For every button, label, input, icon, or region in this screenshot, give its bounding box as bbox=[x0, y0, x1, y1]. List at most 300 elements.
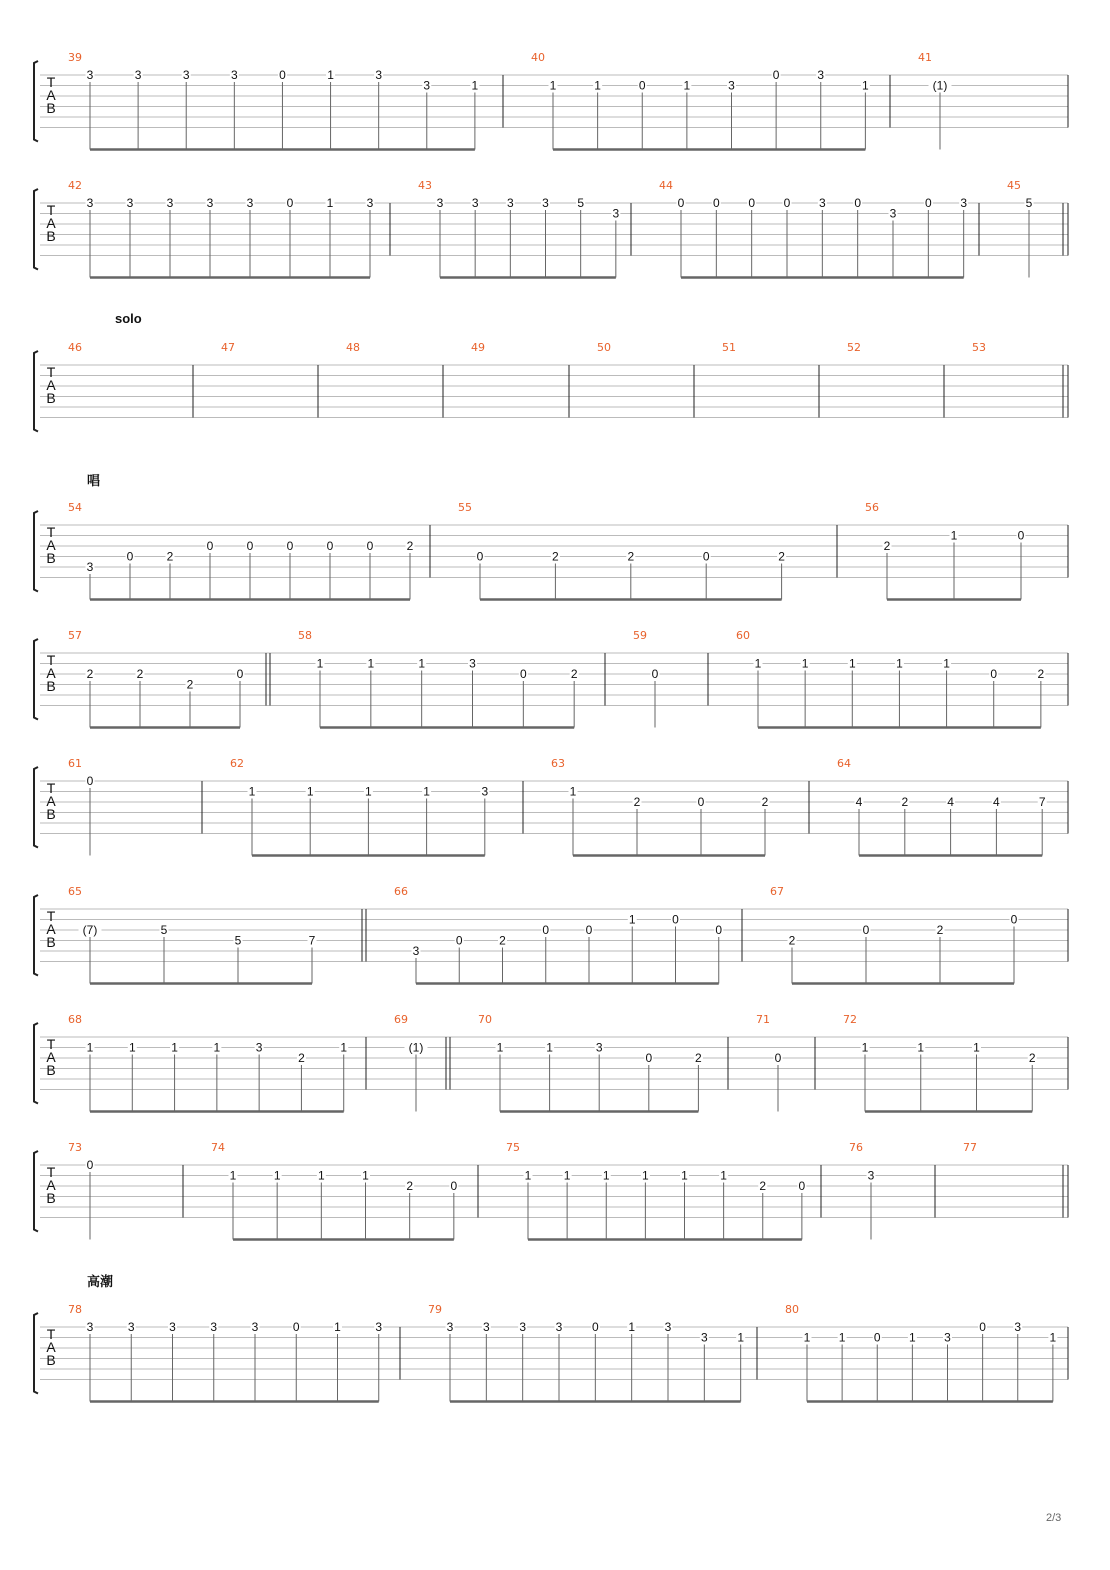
measure bbox=[785, 1303, 1057, 1402]
fret-number: 0 bbox=[645, 1051, 653, 1065]
tab-clef-letter: A bbox=[46, 1177, 56, 1193]
fret-number: 0 bbox=[286, 196, 294, 210]
tab-clef-letter: B bbox=[46, 1190, 56, 1206]
fret-number: 1 bbox=[720, 1168, 727, 1183]
fret-number: 3 bbox=[889, 206, 897, 221]
measure-number: 48 bbox=[346, 341, 360, 354]
fret-number: (1) bbox=[408, 1040, 424, 1055]
measure-number: 43 bbox=[418, 179, 432, 192]
fret-number: 1 bbox=[471, 78, 479, 93]
fret-number: 1 bbox=[340, 1040, 348, 1055]
tab-clef-letter: T bbox=[46, 1326, 56, 1342]
fret-number: 1 bbox=[365, 784, 372, 799]
fret-number: 5 bbox=[577, 196, 585, 210]
fret-number: 3 bbox=[251, 1320, 259, 1334]
fret-number: 3 bbox=[86, 68, 94, 82]
measure bbox=[68, 1141, 95, 1240]
measure bbox=[659, 179, 968, 278]
fret-number: 1 bbox=[418, 656, 426, 671]
fret-number: 4 bbox=[993, 795, 1000, 809]
fret-number: 3 bbox=[944, 1330, 951, 1345]
fret-number: 3 bbox=[134, 68, 142, 82]
tab-system bbox=[34, 885, 1068, 984]
fret-number: 0 bbox=[246, 539, 254, 553]
tab-system bbox=[34, 51, 1068, 150]
fret-number: 3 bbox=[375, 1320, 383, 1334]
fret-number: 3 bbox=[506, 196, 514, 210]
fret-number: 5 bbox=[1025, 196, 1033, 210]
measure bbox=[963, 1141, 977, 1154]
fret-number: 1 bbox=[862, 78, 869, 93]
fret-number: 3 bbox=[612, 206, 620, 221]
measure bbox=[531, 51, 870, 150]
section-label: solo bbox=[115, 311, 142, 326]
tab-system bbox=[34, 629, 1068, 728]
fret-number: (1) bbox=[932, 78, 948, 93]
fret-number: 0 bbox=[651, 667, 659, 681]
measure bbox=[770, 885, 1019, 984]
measure-number: 47 bbox=[221, 341, 235, 354]
fret-number: 0 bbox=[206, 539, 214, 553]
measure-number: 57 bbox=[68, 629, 82, 642]
fret-number: 0 bbox=[86, 1158, 94, 1172]
measure-number: 68 bbox=[68, 1013, 82, 1026]
fret-number: 0 bbox=[476, 549, 484, 564]
fret-number: 3 bbox=[555, 1320, 563, 1334]
measure-number: 74 bbox=[211, 1141, 225, 1154]
fret-number: 3 bbox=[818, 196, 826, 210]
measure bbox=[68, 757, 95, 856]
tab-clef-letter: T bbox=[46, 524, 56, 540]
measure-number: 75 bbox=[506, 1141, 520, 1154]
fret-number: 1 bbox=[334, 1320, 341, 1334]
page-number: 2/3 bbox=[1046, 1512, 1062, 1524]
fret-number: 3 bbox=[481, 784, 489, 799]
fret-number: 3 bbox=[86, 560, 94, 574]
system-bracket bbox=[34, 1151, 38, 1232]
fret-number: 2 bbox=[627, 549, 635, 564]
fret-number: 0 bbox=[924, 196, 932, 210]
measure bbox=[230, 757, 489, 856]
fret-number: 1 bbox=[803, 1330, 811, 1345]
tab-clef-letter: B bbox=[46, 228, 56, 244]
fret-number: 3 bbox=[664, 1320, 672, 1334]
measure-number: 79 bbox=[428, 1303, 442, 1316]
tab-clef-letter: B bbox=[46, 100, 56, 116]
fret-number: 3 bbox=[86, 1320, 94, 1334]
fret-number: 1 bbox=[1049, 1330, 1057, 1345]
measure-number: 62 bbox=[230, 757, 244, 770]
tab-clef-letter: A bbox=[46, 537, 56, 553]
fret-number: 0 bbox=[702, 549, 710, 564]
measure-number: 52 bbox=[847, 341, 861, 354]
fret-number: 2 bbox=[499, 933, 506, 948]
tab-clef-letter: T bbox=[46, 1036, 56, 1052]
tab-clef-letter: A bbox=[46, 377, 56, 393]
fret-number: 1 bbox=[801, 656, 809, 671]
tab-clef-letter: T bbox=[46, 652, 56, 668]
tab-clef-letter: A bbox=[46, 921, 56, 937]
fret-number: 1 bbox=[273, 1168, 281, 1183]
fret-number: 1 bbox=[171, 1040, 178, 1055]
fret-number: 3 bbox=[423, 78, 431, 93]
measure-number: 71 bbox=[756, 1013, 770, 1026]
tab-clef-letter: A bbox=[46, 793, 56, 809]
measure bbox=[506, 1141, 806, 1240]
measure bbox=[68, 629, 245, 728]
fret-number: 1 bbox=[737, 1330, 745, 1345]
fret-number: 0 bbox=[1010, 912, 1018, 927]
fret-number: 1 bbox=[917, 1040, 925, 1055]
fret-number: 3 bbox=[230, 68, 238, 82]
fret-number: 1 bbox=[496, 1040, 504, 1055]
fret-number: 3 bbox=[86, 196, 94, 210]
measure-number: 55 bbox=[458, 501, 472, 514]
fret-number: 1 bbox=[229, 1168, 237, 1183]
fret-number: 0 bbox=[292, 1320, 300, 1334]
measure bbox=[918, 51, 952, 150]
fret-number: 2 bbox=[552, 549, 559, 564]
measure bbox=[722, 341, 736, 354]
measure-number: 69 bbox=[394, 1013, 408, 1026]
fret-number: 1 bbox=[546, 1040, 553, 1055]
measure bbox=[756, 1013, 783, 1112]
fret-number: 1 bbox=[569, 784, 577, 799]
measure bbox=[68, 1303, 383, 1402]
system-bracket bbox=[34, 1313, 38, 1394]
measure-number: 41 bbox=[918, 51, 932, 64]
tab-clef-letter: T bbox=[46, 74, 56, 90]
tab-clef-letter: A bbox=[46, 87, 56, 103]
fret-number: 1 bbox=[950, 528, 958, 543]
tab-clef-letter: A bbox=[46, 1339, 56, 1355]
fret-number: 3 bbox=[482, 1320, 490, 1334]
fret-number: 1 bbox=[681, 1168, 688, 1183]
fret-number: 1 bbox=[642, 1168, 649, 1183]
measure-number: 44 bbox=[659, 179, 673, 192]
fret-number: 0 bbox=[979, 1320, 986, 1334]
system-bracket bbox=[34, 895, 38, 976]
fret-number: 3 bbox=[960, 196, 968, 210]
fret-number: 2 bbox=[298, 1051, 305, 1065]
measure bbox=[68, 179, 375, 278]
tab-system bbox=[34, 1013, 1068, 1112]
fret-number: 0 bbox=[455, 933, 463, 948]
system-bracket bbox=[34, 639, 38, 720]
fret-number: 5 bbox=[160, 923, 168, 937]
measure-number: 61 bbox=[68, 757, 82, 770]
fret-number: 0 bbox=[697, 795, 705, 809]
fret-number: 2 bbox=[883, 539, 891, 553]
fret-number: 7 bbox=[1038, 795, 1046, 809]
fret-number: 2 bbox=[166, 549, 174, 564]
measure bbox=[597, 341, 611, 354]
measure bbox=[394, 885, 723, 984]
measure-number: 72 bbox=[843, 1013, 857, 1026]
fret-number: 0 bbox=[873, 1330, 881, 1345]
measure-number: 73 bbox=[68, 1141, 82, 1154]
fret-number: 3 bbox=[1014, 1320, 1022, 1334]
measure bbox=[68, 341, 82, 354]
system-bracket bbox=[34, 189, 38, 270]
measure bbox=[428, 1303, 745, 1402]
measure bbox=[68, 1013, 348, 1112]
measure bbox=[68, 885, 317, 984]
tab-clef-letter: A bbox=[46, 1049, 56, 1065]
fret-number: 3 bbox=[595, 1040, 603, 1055]
tab-clef-letter: B bbox=[46, 934, 56, 950]
measure bbox=[847, 341, 861, 354]
fret-number: 1 bbox=[524, 1168, 532, 1183]
fret-number: 3 bbox=[412, 944, 420, 958]
fret-number: 3 bbox=[469, 656, 476, 671]
measure bbox=[865, 501, 1026, 600]
fret-number: 0 bbox=[542, 923, 550, 937]
fret-number: 3 bbox=[127, 1320, 135, 1334]
fret-number: 0 bbox=[854, 196, 862, 210]
measure-number: 78 bbox=[68, 1303, 82, 1316]
fret-number: 2 bbox=[788, 933, 796, 948]
fret-number: 2 bbox=[761, 795, 769, 809]
measure-number: 51 bbox=[722, 341, 736, 354]
measure-number: 63 bbox=[551, 757, 565, 770]
fret-number: 1 bbox=[306, 784, 314, 799]
fret-number: 3 bbox=[169, 1320, 176, 1334]
fret-number: 1 bbox=[248, 784, 256, 799]
system-bracket bbox=[34, 351, 38, 432]
measure-number: 70 bbox=[478, 1013, 492, 1026]
measure bbox=[843, 1013, 1037, 1112]
fret-number: 1 bbox=[362, 1168, 369, 1183]
fret-number: 2 bbox=[136, 667, 144, 681]
measure-number: 42 bbox=[68, 179, 82, 192]
fret-number: 3 bbox=[867, 1168, 875, 1183]
tab-system bbox=[34, 1274, 1068, 1402]
system-bracket bbox=[34, 767, 38, 848]
measure-number: 46 bbox=[68, 341, 82, 354]
measure bbox=[736, 629, 1045, 728]
fret-number: 0 bbox=[236, 667, 244, 681]
measure-number: 53 bbox=[972, 341, 986, 354]
tab-system bbox=[34, 179, 1068, 278]
fret-number: 2 bbox=[1028, 1051, 1036, 1065]
measure bbox=[478, 1013, 703, 1112]
fret-number: 0 bbox=[990, 667, 998, 681]
fret-number: 1 bbox=[848, 656, 856, 671]
fret-number: 0 bbox=[279, 68, 286, 82]
fret-number: 3 bbox=[182, 68, 190, 82]
fret-number: 1 bbox=[367, 656, 375, 671]
measure-number: 67 bbox=[770, 885, 784, 898]
fret-number: 3 bbox=[255, 1040, 263, 1055]
fret-number: 3 bbox=[375, 68, 383, 82]
measure bbox=[849, 1141, 876, 1240]
tab-clef-letter: A bbox=[46, 665, 56, 681]
fret-number: 4 bbox=[947, 795, 954, 809]
fret-number: 1 bbox=[327, 68, 334, 82]
tab-clef-letter: T bbox=[46, 1164, 56, 1180]
measure bbox=[471, 341, 485, 354]
measure bbox=[972, 341, 986, 354]
tab-clef-letter: B bbox=[46, 806, 56, 822]
section-label: 高潮 bbox=[87, 1274, 114, 1289]
measure bbox=[458, 501, 786, 600]
fret-number: 1 bbox=[754, 656, 762, 671]
fret-number: 2 bbox=[186, 677, 194, 692]
measure-number: 56 bbox=[865, 501, 879, 514]
fret-number: 1 bbox=[683, 78, 691, 93]
fret-number: 2 bbox=[633, 795, 641, 809]
measure bbox=[68, 501, 415, 600]
fret-number: 0 bbox=[715, 923, 723, 937]
fret-number: 2 bbox=[695, 1051, 702, 1065]
tab-system bbox=[34, 1141, 1068, 1240]
fret-number: 0 bbox=[672, 912, 679, 927]
fret-number: 7 bbox=[308, 933, 316, 948]
fret-number: 1 bbox=[213, 1040, 221, 1055]
fret-number: 2 bbox=[1037, 667, 1045, 681]
fret-number: 2 bbox=[901, 795, 909, 809]
fret-number: 3 bbox=[210, 1320, 218, 1334]
fret-number: 1 bbox=[838, 1330, 846, 1345]
fret-number: 1 bbox=[861, 1040, 869, 1055]
fret-number: 3 bbox=[446, 1320, 454, 1334]
fret-number: 1 bbox=[909, 1330, 916, 1345]
fret-number: 0 bbox=[450, 1179, 458, 1193]
fret-number: 0 bbox=[774, 1051, 782, 1065]
fret-number: 1 bbox=[943, 656, 950, 671]
fret-number: 0 bbox=[1017, 528, 1025, 543]
measure bbox=[1007, 179, 1034, 278]
measure-number: 39 bbox=[68, 51, 82, 64]
fret-number: 3 bbox=[817, 68, 825, 82]
fret-number: 5 bbox=[234, 933, 242, 948]
tab-clef-letter: B bbox=[46, 678, 56, 694]
fret-number: 0 bbox=[638, 78, 646, 93]
tab-system bbox=[34, 757, 1068, 856]
tab-clef-letter: B bbox=[46, 550, 56, 566]
measure-number: 76 bbox=[849, 1141, 863, 1154]
system-bracket bbox=[34, 511, 38, 592]
system-bracket bbox=[34, 1023, 38, 1104]
fret-number: 1 bbox=[326, 196, 334, 210]
measure-number: 60 bbox=[736, 629, 750, 642]
measure-number: 58 bbox=[298, 629, 312, 642]
fret-number: 0 bbox=[862, 923, 870, 937]
fret-number: 3 bbox=[366, 196, 374, 210]
measure-number: 64 bbox=[837, 757, 851, 770]
fret-number: 0 bbox=[677, 196, 685, 210]
fret-number: 0 bbox=[748, 196, 756, 210]
fret-number: 0 bbox=[519, 667, 527, 681]
fret-number: 0 bbox=[772, 68, 780, 82]
tab-system bbox=[34, 311, 1068, 432]
tab-clef-letter: T bbox=[46, 780, 56, 796]
fret-number: 1 bbox=[128, 1040, 136, 1055]
fret-number: 2 bbox=[86, 667, 94, 681]
fret-number: 1 bbox=[423, 784, 430, 799]
fret-number: 2 bbox=[406, 539, 414, 553]
measure bbox=[633, 629, 660, 728]
fret-number: 1 bbox=[628, 912, 636, 927]
fret-number: 0 bbox=[783, 196, 791, 210]
fret-number: 3 bbox=[166, 196, 174, 210]
measure bbox=[418, 179, 620, 278]
fret-number: 0 bbox=[798, 1179, 806, 1193]
tab-clef-letter: B bbox=[46, 390, 56, 406]
fret-number: 2 bbox=[936, 923, 944, 937]
tab-clef-letter: T bbox=[46, 202, 56, 218]
fret-number: 2 bbox=[406, 1179, 414, 1193]
fret-number: 2 bbox=[570, 667, 578, 681]
fret-number: 4 bbox=[855, 795, 863, 809]
measure-number: 59 bbox=[633, 629, 647, 642]
fret-number: 3 bbox=[246, 196, 254, 210]
measure-number: 45 bbox=[1007, 179, 1021, 192]
fret-number: 3 bbox=[206, 196, 214, 210]
fret-number: 1 bbox=[316, 656, 324, 671]
tab-clef-letter: T bbox=[46, 364, 56, 380]
tab-clef-letter: B bbox=[46, 1062, 56, 1078]
fret-number: 1 bbox=[317, 1168, 325, 1183]
measure bbox=[551, 757, 770, 856]
measure-number: 50 bbox=[597, 341, 611, 354]
measure-number: 54 bbox=[68, 501, 82, 514]
fret-number: 1 bbox=[896, 656, 903, 671]
fret-number: 1 bbox=[973, 1040, 980, 1055]
fret-number: 0 bbox=[126, 549, 134, 564]
measure-number: 40 bbox=[531, 51, 545, 64]
measure bbox=[837, 757, 1047, 856]
measure bbox=[346, 341, 360, 354]
fret-number: 1 bbox=[628, 1320, 636, 1334]
measure-number: 77 bbox=[963, 1141, 977, 1154]
fret-number: 3 bbox=[519, 1320, 527, 1334]
fret-number: 0 bbox=[286, 539, 294, 553]
measure-number: 66 bbox=[394, 885, 408, 898]
fret-number: 1 bbox=[602, 1168, 610, 1183]
fret-number: 3 bbox=[728, 78, 735, 93]
fret-number: 2 bbox=[778, 549, 785, 564]
fret-number: 0 bbox=[712, 196, 720, 210]
fret-number: 1 bbox=[563, 1168, 571, 1183]
measure bbox=[298, 629, 579, 728]
fret-number: 3 bbox=[542, 196, 549, 210]
fret-number: 0 bbox=[585, 923, 593, 937]
fret-number: 1 bbox=[549, 78, 557, 93]
fret-number: 0 bbox=[86, 774, 94, 788]
fret-number: (7) bbox=[82, 923, 98, 937]
fret-number: 3 bbox=[700, 1330, 708, 1345]
measure bbox=[68, 51, 479, 150]
tab-system bbox=[34, 473, 1068, 600]
fret-number: 3 bbox=[471, 196, 479, 210]
fret-number: 3 bbox=[436, 196, 444, 210]
measure bbox=[211, 1141, 458, 1240]
tab-clef-letter: B bbox=[46, 1352, 56, 1368]
system-bracket bbox=[34, 61, 38, 142]
fret-number: 3 bbox=[126, 196, 134, 210]
section-label: 唱 bbox=[87, 473, 101, 488]
fret-number: 0 bbox=[366, 539, 374, 553]
measure-number: 49 bbox=[471, 341, 485, 354]
fret-number: 1 bbox=[86, 1040, 94, 1055]
tab-clef-letter: A bbox=[46, 215, 56, 231]
fret-number: 1 bbox=[594, 78, 601, 93]
measure-number: 80 bbox=[785, 1303, 799, 1316]
measure bbox=[394, 1013, 428, 1112]
measure-number: 65 bbox=[68, 885, 82, 898]
